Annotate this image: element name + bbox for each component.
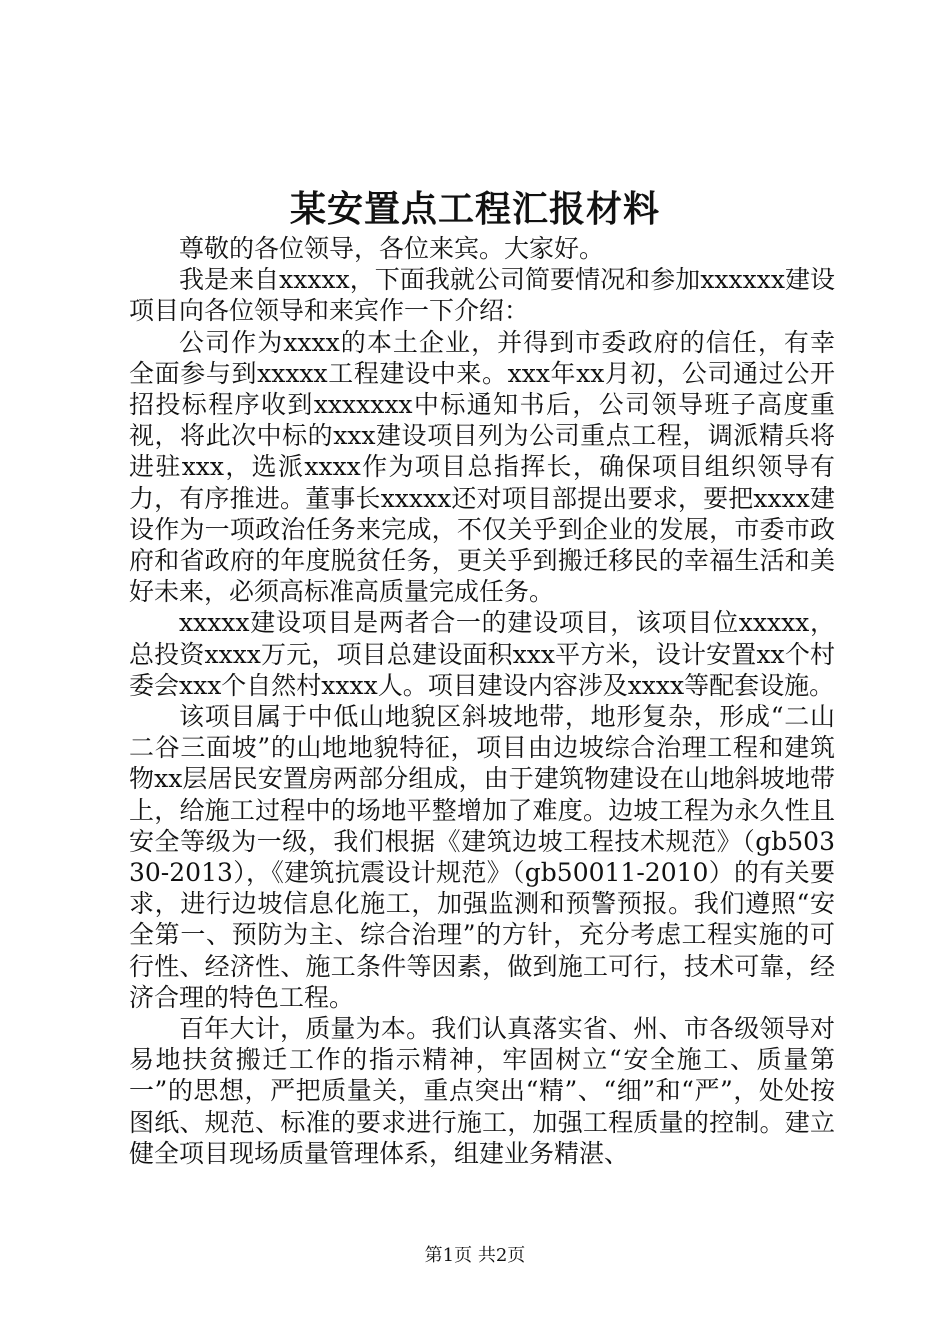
document-title: 某安置点工程汇报材料 — [289, 188, 660, 230]
paragraph-intro: 我是来自xxxxx，下面我就公司简要情况和参加xxxxxx建设项目向各位领导和来宾作一下介绍： — [129, 265, 835, 326]
paragraph-terrain: 该项目属于中低山地貌区斜坡地带，地形复杂，形成“二山二谷三面坡”的山地地貌特征，项目由边坡综合治理工程和建筑物xx层居民安置房两部分组成，由于建筑物建设在山地斜坡地带上，给施工过程中的场地平整增加了难度。边坡工程为永久性且安全等级为一级，我们根据《建筑边坡工程技术规范》（gb50330-2013），《建筑抗震设计规范》（gb50011-2010）的有关要求，进行边坡信息化施工，加强监测和预警预报。我们遵照“安全第一、预防为主、综合治理”的方针，充分考虑工程实施的可行性、经济性、施工条件等因素，做到施工可行，技术可靠，经济合理的特色工程。 — [129, 702, 835, 1012]
document-body — [129, 233, 835, 1169]
page-footer: 第1页 共2页 — [424, 1245, 526, 1266]
paragraph-project-overview: xxxxx建设项目是两者合一的建设项目，该项目位xxxxx，总投资xxxx万元，项目总建设面积xxx平方米，设计安置xx个村委会xxx个自然村xxxx人。项目建设内容涉及xxxx等配套设施。 — [129, 608, 835, 700]
paragraph-company: 公司作为xxxx的本土企业，并得到市委政府的信任，有幸全面参与到xxxxx工程建设中来。xxx年xx月初，公司通过公开招投标程序收到xxxxxxx中标通知书后，公司领导班子高度重视，将此次中标的xxx建设项目列为公司重点工程，调派精兵将进驻xxx，选派xxxx作为项目总指挥长，确保项目组织领导有力，有序推进。董事长xxxxx还对项目部提出要求，要把xxxx建设作为一项政治任务来完成，不仅关乎到企业的发展，市委市政府和省政府的年度脱贫任务，更关乎到搬迁移民的幸福生活和美好未来，必须高标准高质量完成任务。 — [129, 327, 835, 607]
paragraph-greeting: 尊敬的各位领导，各位来宾。大家好。 — [179, 234, 605, 263]
paragraph-quality: 百年大计，质量为本。我们认真落实省、州、市各级领导对易地扶贫搬迁工作的指示精神，牢固树立“安全施工、质量第一”的思想，严把质量关，重点突出“精”、“细”和“严”，处处按图纸、规范、标准的要求进行施工，加强工程质量的控制。建立健全项目现场质量管理体系，组建业务精湛、 — [129, 1014, 835, 1168]
